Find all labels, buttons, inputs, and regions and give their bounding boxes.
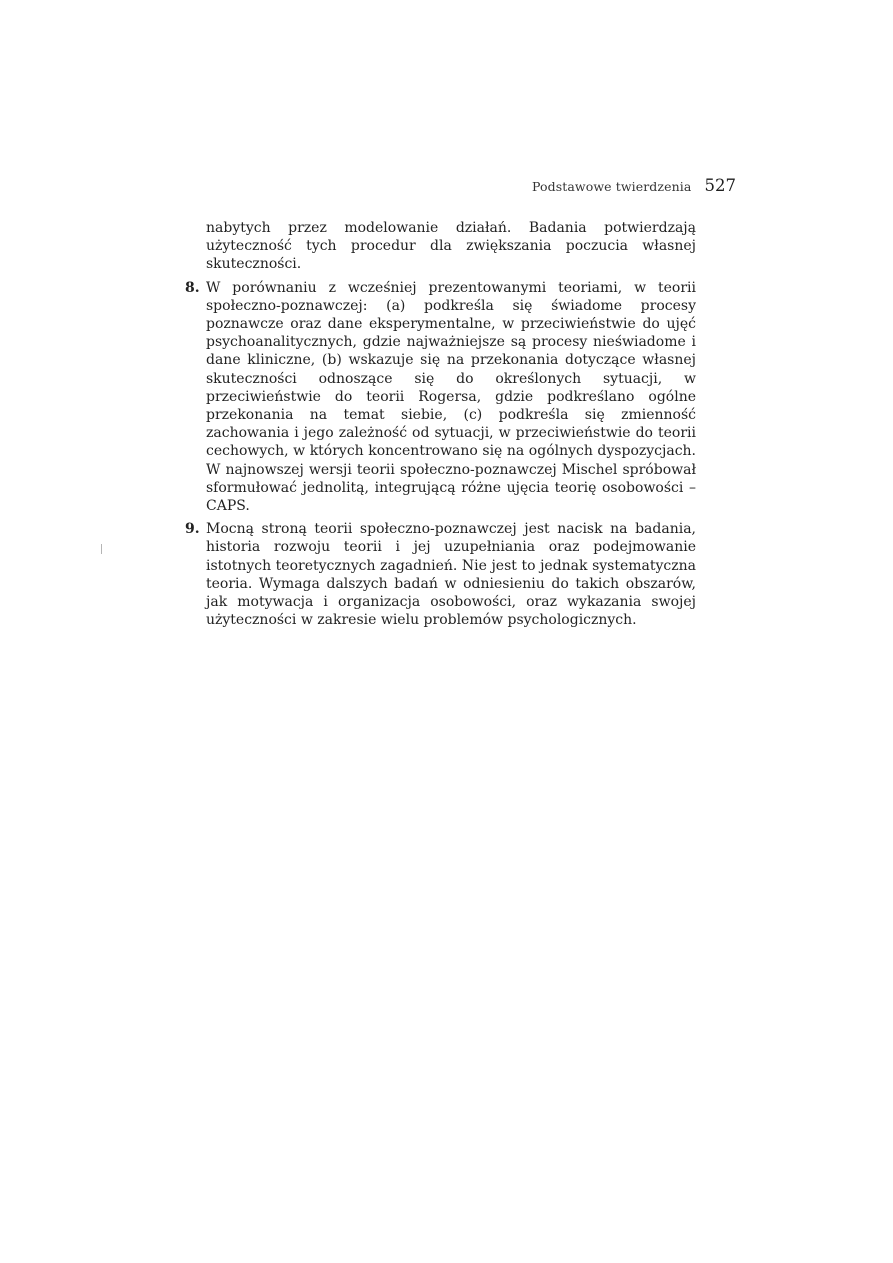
running-title: Podstawowe twierdzenia — [532, 179, 692, 194]
running-head — [520, 176, 736, 195]
list-item-text: Mocną stroną teorii społeczno-poznawczej jest nacisk na badania, historia rozwoju teorii i jej uzupełniania oraz podejmowanie istotnych teoretycznych zagadnień. Nie jest to jednak systematyczna teoria. Wymaga dalszych badań w odniesieniu do takich obszarów, jak motywacja i organizacja osobowości, oraz wykazania swojej użyteczności w zakresie wielu problemów psychologicznych. — [206, 521, 696, 629]
page-number: 527 — [704, 176, 736, 195]
list-item-number: 9. — [185, 521, 200, 538]
continuation-paragraph: nabytych przez modelowanie działań. Badania potwierdzają użyteczność tych procedur dla zwiększania poczucia własnej skuteczności. — [206, 220, 696, 273]
main-text — [185, 219, 696, 629]
margin-mark — [101, 544, 102, 554]
list-item-9 — [185, 520, 696, 629]
list-item-text: W porównaniu z wcześniej prezentowanymi teoriami, w teorii społeczno-poznawczej: (a) podkreśla się świadome procesy poznawcze oraz dane eksperymentalne, w przeciwieństwie do ujęć psychoanalitycznych, gdzie najważniejsze są procesy nieświadome i dane kliniczne, (b) wskazuje się na przekonania dotyczące własnej skuteczności odnoszące się do określonych sytuacji, w przeciwieństwie do teorii Rogersa, gdzie podkreślano ogólne przekonania na temat siebie, (c) podkreśla się zmienność zachowania i jego zależność od sytuacji, w przeciwieństwie do teorii cechowych, w których koncentrowano się na ogólnych dyspozycjach. W najnowszej wersji teorii społeczno-poznawczej Mischel spróbował sformułować jednolitą, integrującą różne ujęcia teorię osobowości – CAPS. — [206, 279, 696, 515]
list-item-number: 8. — [185, 279, 200, 296]
list-item-8 — [185, 279, 696, 516]
